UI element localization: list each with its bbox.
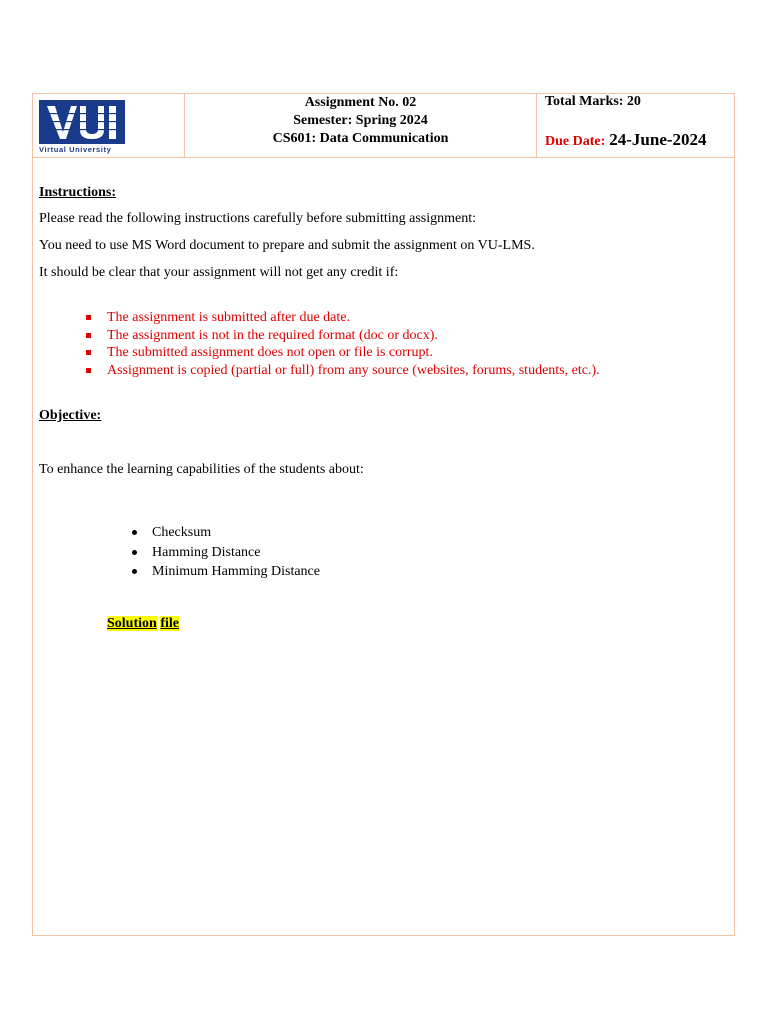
instruction-line: You need to use MS Word document to prepare and submit the assignment on VU-LMS. <box>39 238 535 253</box>
round-bullet-icon <box>132 530 137 535</box>
marks-cell <box>537 93 735 157</box>
solution-word[interactable]: Solution <box>107 616 157 631</box>
topic-list <box>130 523 320 582</box>
list-item <box>84 344 600 362</box>
topic-text: Hamming Distance <box>152 544 261 560</box>
vu-logo-mark <box>39 100 125 144</box>
round-bullet-icon <box>132 569 137 574</box>
logo-subtitle: Virtual University <box>39 145 112 154</box>
square-bullet-icon <box>86 350 91 355</box>
list-item <box>130 543 320 563</box>
square-bullet-icon <box>86 368 91 373</box>
objective-intro: To enhance the learning capabilities of the students about: <box>39 462 364 477</box>
file-word[interactable]: file <box>160 616 179 631</box>
instruction-line: Please read the following instructions carefully before submitting assignment: <box>39 211 477 226</box>
square-bullet-icon <box>86 315 91 320</box>
topic-text: Checksum <box>152 525 212 540</box>
instruction-line: It should be clear that your assignment will not get any credit if: <box>39 265 399 280</box>
list-item <box>130 562 320 582</box>
list-item <box>84 327 600 345</box>
list-item <box>84 309 600 327</box>
logo-cell <box>32 93 185 157</box>
header-table <box>32 93 735 158</box>
due-date <box>545 130 707 150</box>
assignment-number: Assignment No. 02 <box>304 95 417 110</box>
penalty-list <box>84 309 600 379</box>
vu-logo-icon <box>39 100 125 144</box>
topic-text: Minimum Hamming Distance <box>152 564 320 579</box>
list-item <box>130 523 320 543</box>
objective-heading: Objective: <box>39 408 102 423</box>
penalty-text: The assignment is submitted after due date. <box>107 310 350 325</box>
penalty-text: Assignment is copied (partial or full) from any source (websites, forums, students, etc.). <box>107 362 600 378</box>
title-cell <box>185 93 537 157</box>
due-date-label: Due Date: <box>545 134 606 149</box>
vu-logo <box>39 100 127 156</box>
total-marks: Total Marks: 20 <box>545 94 641 109</box>
penalty-text: The assignment is not in the required format (doc or docx). <box>107 327 438 343</box>
solution-file-link[interactable] <box>107 616 179 632</box>
semester: Semester: Spring 2024 <box>293 113 428 128</box>
instructions-heading: Instructions: <box>39 185 117 200</box>
square-bullet-icon <box>86 333 91 338</box>
penalty-text: The submitted assignment does not open or file is corrupt. <box>107 345 433 360</box>
list-item <box>84 362 600 380</box>
round-bullet-icon <box>132 550 137 555</box>
title-block <box>185 93 536 148</box>
course-title: CS601: Data Communication <box>272 131 449 146</box>
due-date-value: 24-June-2024 <box>609 130 707 149</box>
